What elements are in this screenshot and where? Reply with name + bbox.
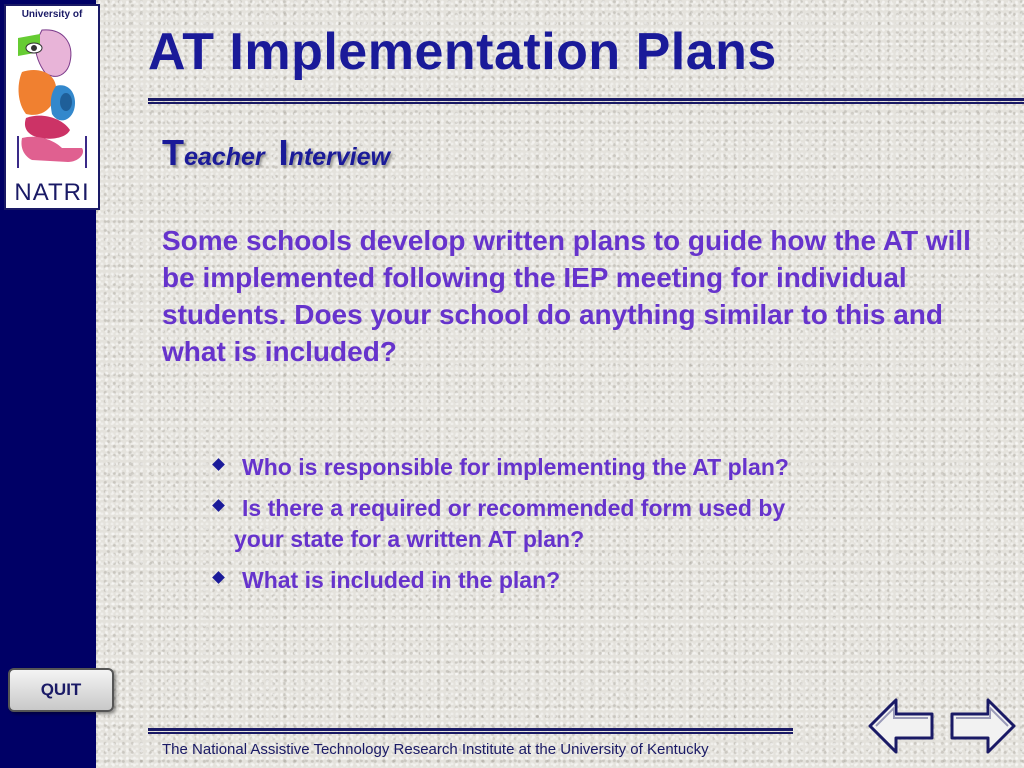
title-divider [148,98,1024,104]
subtitle-rest-1: eacher [184,143,265,171]
diamond-bullet-icon [212,571,225,584]
main-paragraph: Some schools develop written plans to guide how the AT will be implemented following the IEP meeting for individual students. Does your school do anything similar to this and what is included? [162,225,971,367]
quit-button[interactable]: QUIT [8,668,114,712]
slide-title: AT Implementation Plans [148,23,777,81]
footer-divider [148,728,793,734]
subtitle-cap-1: T [162,132,184,173]
slide-subtitle [162,132,390,174]
diamond-bullet-icon [212,458,225,471]
subtitle-rest-2: nterview [288,143,390,171]
list-item-text: Is there a required or recommended form used by [242,495,786,521]
arrow-left-icon[interactable] [866,694,938,758]
faces-artwork-icon [12,26,92,176]
logo-wordmark: NATRI [14,179,90,206]
logo-institution: University of [21,9,83,20]
list-item-text: What is included in the plan? [242,567,561,593]
arrow-right-icon[interactable] [946,694,1018,758]
diamond-bullet-icon [212,499,225,512]
list-item [214,452,944,483]
list-item-text: Who is responsible for implementing the AT plan? [242,454,789,480]
subtitle-cap-2: I [278,132,289,173]
list-item [214,493,944,555]
list-item [214,565,944,596]
question-list [214,452,944,606]
list-item-text-continued: your state for a written AT plan? [234,526,585,552]
footer-text: The National Assistive Technology Research Institute at the University of Kentucky [162,741,709,758]
natri-logo [4,4,100,210]
